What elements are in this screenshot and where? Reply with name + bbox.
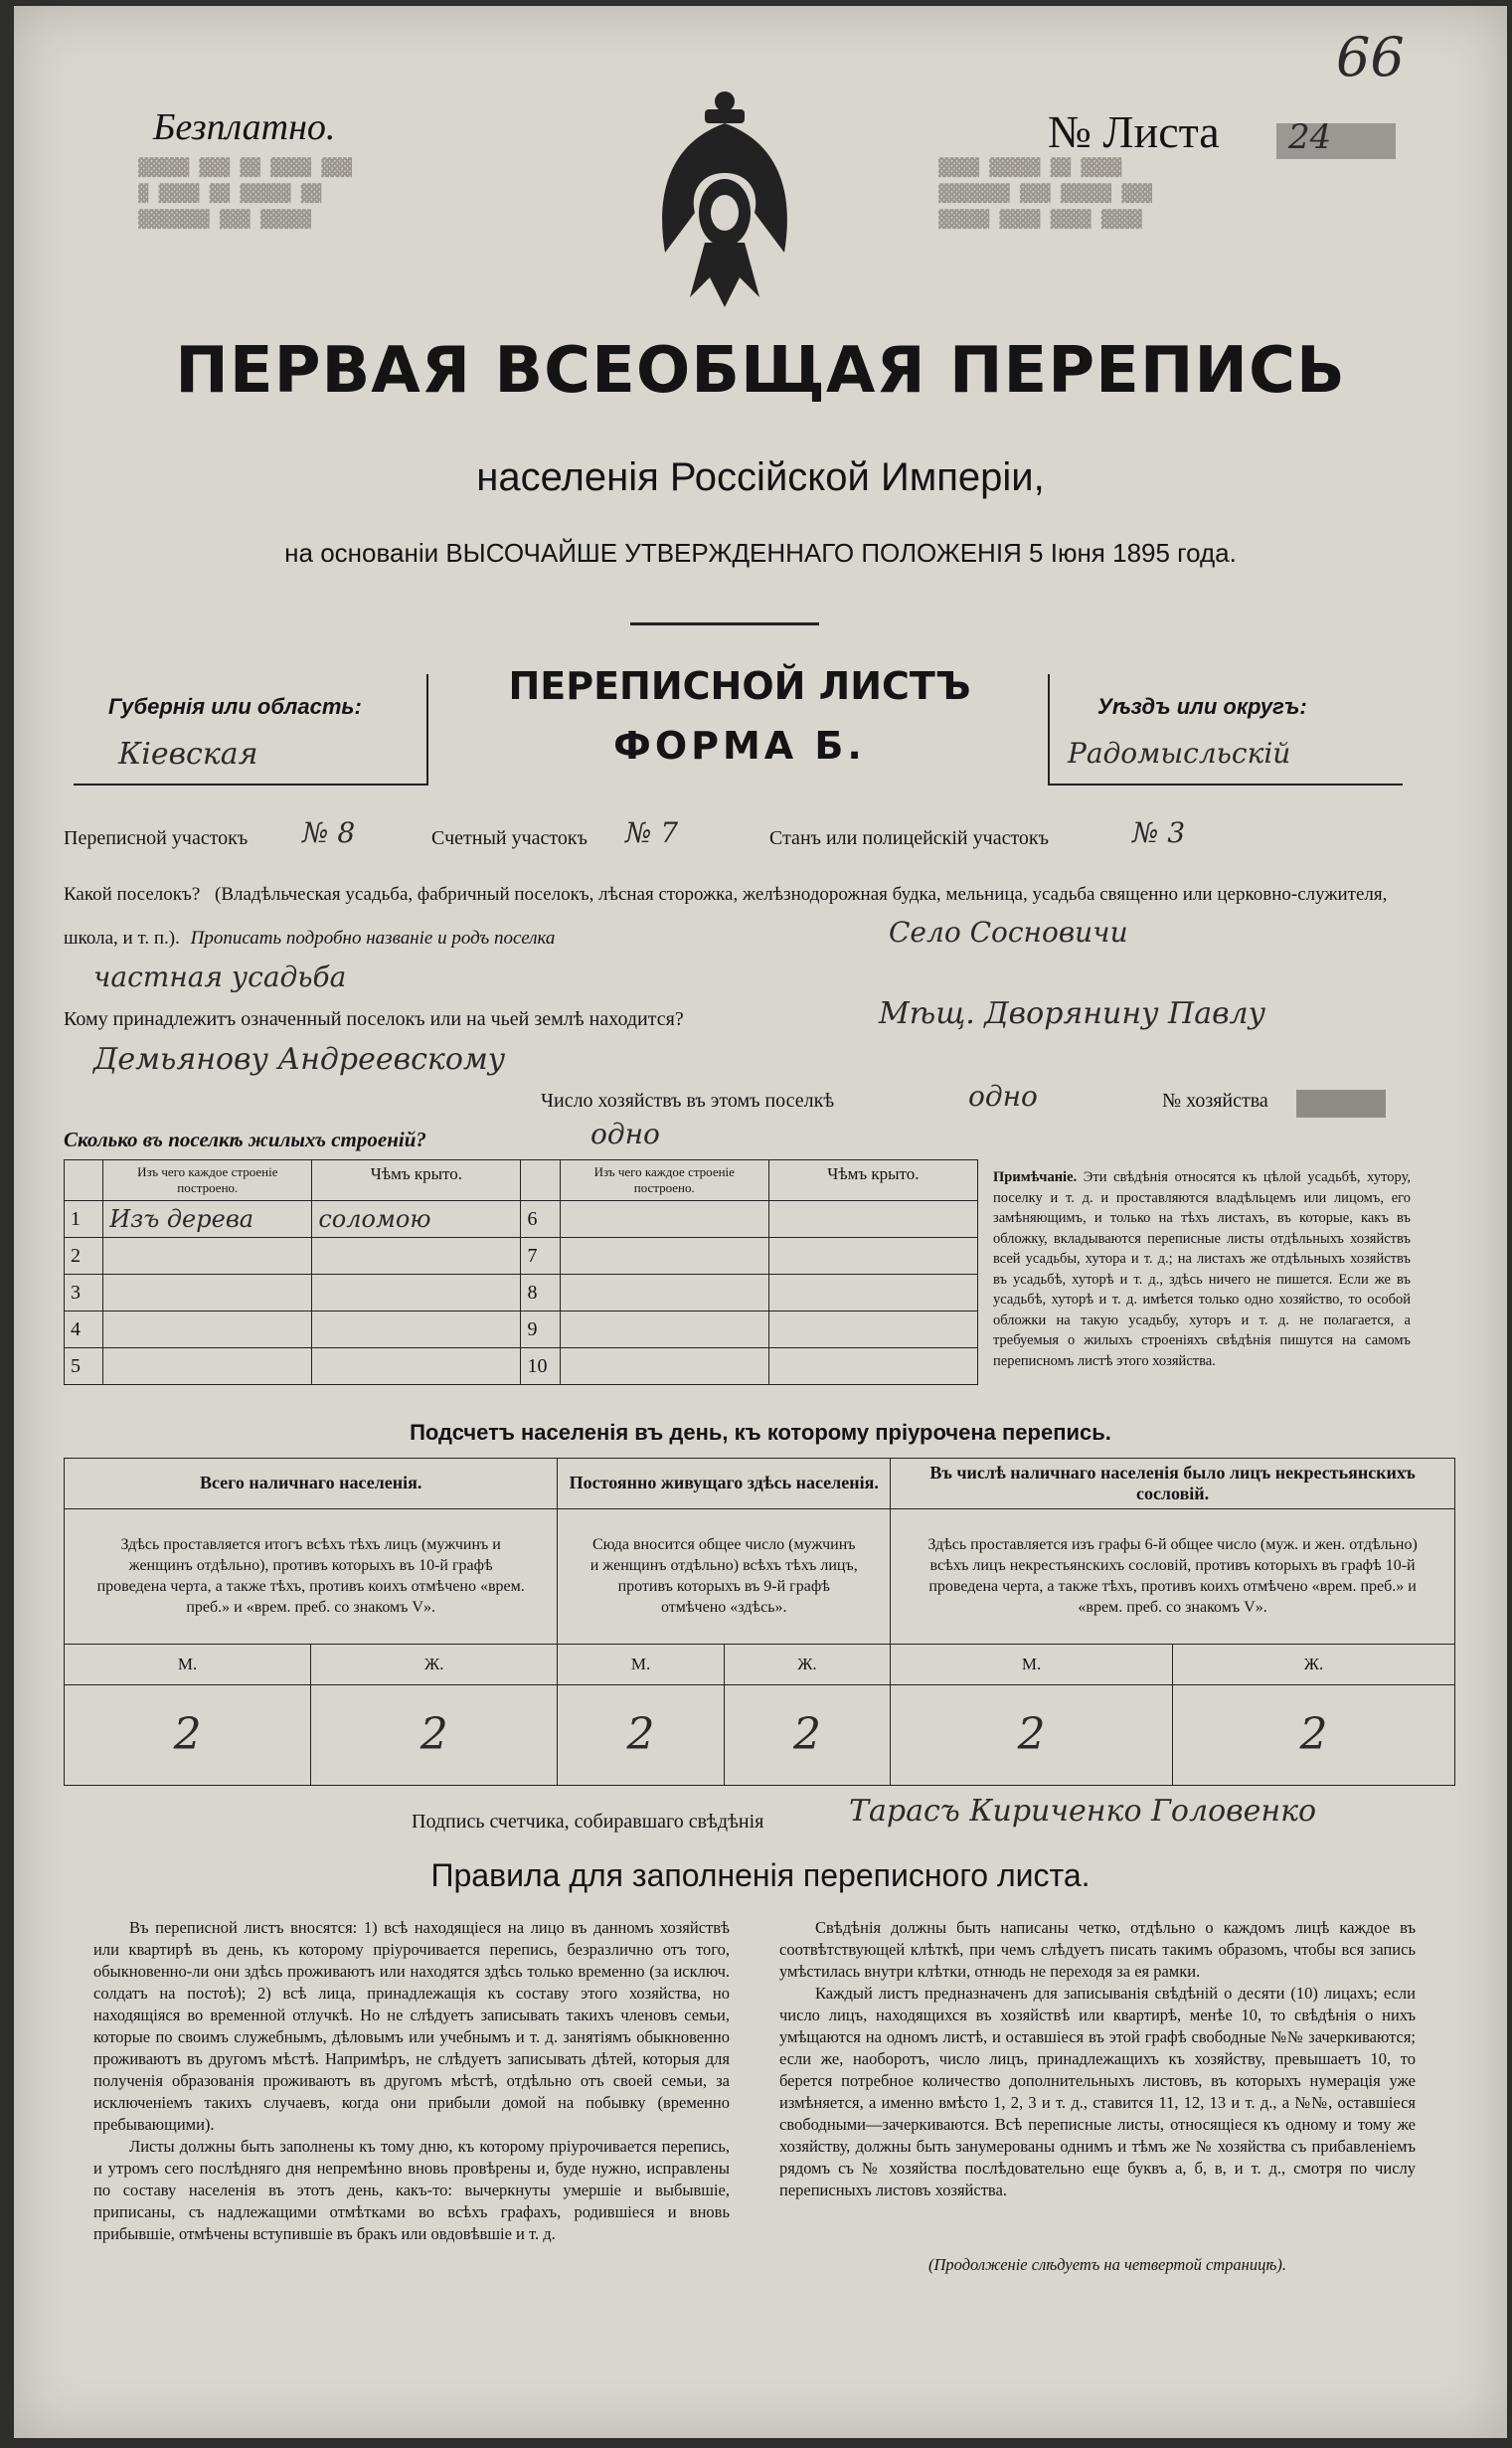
document-title: ПЕРВАЯ ВСЕОБЩАЯ ПЕРЕПИСЬ — [175, 334, 1346, 408]
buildings-cell-material: Изъ дерева — [103, 1201, 312, 1238]
buildings-row — [65, 1201, 978, 1238]
buildings-cell-material — [103, 1238, 312, 1275]
settlement-hint: (Владѣльческая усадьба, фабричный поселокъ, лѣсная сторожка, желѣзнодорожная будка, мельница, усадьба священно или церковно-служителя, школа, и т. п.). — [64, 884, 1388, 949]
buildings-value: одно — [590, 1118, 660, 1150]
settlement-instruction: Прописать подробно названіе и родъ поселка — [190, 928, 556, 949]
population-f-label-1: Ж. — [311, 1645, 558, 1684]
sheet-number-value: 24 — [1288, 117, 1332, 157]
uezd-value: Радомысльскій — [1068, 737, 1291, 770]
population-col-desc-3: Здѣсь проставляется изъ графы 6-й общее число (муж. и жен. отдѣльно) всѣхъ лицъ некрестьянскихъ сословій, противъ которыхъ въ графѣ 10-й проведена черта, а также тѣхъ, противъ коихъ отмѣчено «врем. преб.» и «врем. преб. со знакомъ V». — [891, 1508, 1455, 1645]
buildings-cell-roof — [768, 1275, 977, 1311]
buildings-cell-material — [103, 1311, 312, 1348]
buildings-cell-roof — [312, 1238, 521, 1275]
title-divider — [630, 622, 819, 625]
owner-value-line2: Демьянову Андреевскому — [93, 1042, 506, 1077]
population-col-title-1: Всего наличнаго населенія. — [65, 1459, 558, 1509]
stan-label: Станъ или полицейскій участокъ — [769, 827, 1049, 849]
buildings-cell-material — [560, 1201, 768, 1238]
buildings-cell-roof — [768, 1201, 977, 1238]
buildings-table — [64, 1159, 978, 1385]
buildings-row — [65, 1238, 978, 1275]
buildings-cell-n: 4 — [65, 1311, 103, 1348]
buildings-cell-roof — [768, 1238, 977, 1275]
buildings-label: Сколько въ поселкѣ жилыхъ строеній? — [64, 1128, 426, 1151]
buildings-row — [65, 1311, 978, 1348]
population-m-label-3: М. — [891, 1645, 1173, 1684]
buildings-cell-roof — [768, 1348, 977, 1385]
population-m-label-2: М. — [558, 1645, 724, 1684]
signature-label: Подпись счетчика, собиравшаго свѣдѣнія — [412, 1811, 764, 1833]
buildings-cell-n: 9 — [521, 1311, 560, 1348]
household-number-label: № хозяйства — [1162, 1090, 1268, 1112]
population-f-value-3: 2 — [1173, 1684, 1455, 1785]
population-m-value-1: 2 — [65, 1684, 311, 1785]
rules-left-column — [93, 1917, 730, 2245]
buildings-cell-material — [560, 1275, 768, 1311]
buildings-cell-n: 5 — [65, 1348, 103, 1385]
buildings-cell-n: 8 — [521, 1275, 560, 1311]
population-col-title-2: Постоянно живущаго здѣсь населенія. — [558, 1459, 891, 1509]
settlement-label: Какой поселокъ? — [64, 884, 201, 905]
rules-right-para-1: Свѣдѣнія должны быть написаны четко, отдѣльно о каждомъ лицѣ каждое въ соотвѣтствующей клѣткѣ, при чемъ слѣдуетъ писать такимъ образомъ, чтобы вся запись умѣстилась внутри клѣтки, отнюдь не переходя за ея рамки. — [779, 1918, 1416, 1981]
population-m-label-1: М. — [65, 1645, 311, 1684]
signature-value: Тарасъ Кириченко Головенко — [849, 1794, 1317, 1829]
imperial-eagle-emblem — [650, 84, 799, 322]
buildings-cell-roof — [312, 1348, 521, 1385]
census-district-label: Переписной участокъ — [64, 827, 249, 849]
households-label: Число хозяйствъ въ этомъ поселкѣ — [541, 1090, 835, 1112]
gubernia-value: Кіевская — [118, 737, 258, 772]
buildings-cell-material — [560, 1348, 768, 1385]
rules-left-para-2: Листы должны быть заполнены къ тому дню, къ которому пріурочивается перепись, и утромъ сего послѣдняго дня непремѣнно вновь провѣрены и, буде нужно, исправлены по составу населенія въ этотъ день, какъ-то: вычеркнуты умершіе и выбывшіе, приписаны, съ надлежащими отмѣтками во всѣхъ графахъ, родившіеся и вновь прибывшіе, отмѣчены вступившіе въ бракъ или овдовѣвшіе и т. д. — [93, 2137, 730, 2243]
buildings-cell-material — [103, 1348, 312, 1385]
buildings-cell-roof — [312, 1311, 521, 1348]
population-m-value-3: 2 — [891, 1684, 1173, 1785]
buildings-row — [65, 1348, 978, 1385]
buildings-cell-n: 1 — [65, 1201, 103, 1238]
owner-label: Кому принадлежитъ означенный поселокъ или на чьей землѣ находится? — [64, 1008, 684, 1030]
buildings-cell-material — [560, 1238, 768, 1275]
form-heading: ПЕРЕПИСНОЙ ЛИСТЪ — [508, 664, 971, 708]
document-subtitle: населенія Россійской Имперіи, — [476, 455, 1045, 499]
settlement-value-line2: частная усадьба — [93, 961, 347, 993]
buildings-col-material: Изъ чего каждое строеніе построено. — [103, 1160, 312, 1201]
population-col-desc-2: Сюда вносится общее число (мужчинъ и женщинъ отдѣльно) всѣхъ тѣхъ лицъ, противъ которыхъ въ 9-й графѣ отмѣчено «здѣсь». — [558, 1508, 891, 1645]
population-heading: Подсчетъ населенія въ день, къ которому пріурочена перепись. — [410, 1420, 1111, 1445]
census-sheet — [14, 6, 1507, 2438]
buildings-row — [65, 1275, 978, 1311]
gubernia-label: Губернія или область: — [108, 694, 362, 719]
household-number-box — [1296, 1090, 1386, 1118]
buildings-cell-n: 10 — [521, 1348, 560, 1385]
settlement-block — [64, 873, 1426, 961]
count-district-label: Счетный участокъ — [431, 827, 588, 849]
uezd-label: Уѣздъ или округъ: — [1097, 694, 1307, 719]
buildings-cell-roof: соломою — [312, 1201, 521, 1238]
population-f-value-2: 2 — [724, 1684, 890, 1785]
rules-right-para-2: Каждый листъ предназначенъ для записыванія свѣдѣній о десяти (10) лицахъ; если число лицъ, находящихся въ хозяйствѣ или квартирѣ, менѣе 10, то свѣдѣнія о нихъ умѣщаются на одномъ листѣ, и оставшіеся въ этой графѣ свободные №№ зачеркиваются; если же, наоборотъ, число лицъ, принадлежащихъ къ хозяйству, превышаетъ 10, то берется потребное количество дополнительныхъ листовъ, въ которыхъ нумерація уже измѣняется, а именно вмѣсто 1, 2, 3 и т. д., ставится 11, 12, 13 и т. д., а №№, оставшіеся свободными—зачеркиваются. Всѣ переписные листы, относящіеся къ одному и тому же хозяйству, должны быть занумерованы однимъ и тѣмъ же № хозяйства съ прибавленіемъ рядомъ съ № хозяйства послѣдовательно еще буквъ а, б, в, и т. д., смотря по числу переписныхъ листовъ хозяйства. — [779, 1984, 1416, 2199]
settlement-value-line1: Село Сосновичи — [889, 916, 1128, 949]
buildings-cell-n: 3 — [65, 1275, 103, 1311]
population-m-value-2: 2 — [558, 1684, 724, 1785]
buildings-col-roof: Чѣмъ крыто. — [312, 1160, 521, 1201]
free-label: Безплатно. — [153, 106, 336, 148]
rules-left-para-1: Въ переписной листъ вносятся: 1) всѣ находящіеся на лицо въ данномъ хозяйствѣ или квартирѣ въ день, къ которому пріурочивается перепись, безразлично отъ того, обыкновенно-ли они здѣсь проживаютъ или находятся здѣсь только временно (за исключ. солдатъ на постоѣ); 2) всѣ лица, принадлежащія къ составу этого хозяйства, но находящіяся во временной отлучкѣ. Но не слѣдуетъ записывать такихъ членовъ семьи, которые по своимъ служебнымъ, дѣловымъ или учебнымъ и т. д. занятіямъ обыкновенно проживаютъ въ другомъ мѣстѣ. Напримѣръ, не слѣдуетъ записывать дѣтей, которыя для полученія образованія проживаютъ въ другомъ мѣстѣ, отдѣльно отъ своей семьи, за исключеніемъ такихъ случаевъ, когда они прибыли домой на побывку (временно пребывающими). — [93, 1918, 730, 2134]
form-name: ФОРМА Б. — [613, 724, 866, 768]
sheet-number-label: № Листа — [1048, 106, 1220, 157]
buildings-table-body — [65, 1201, 978, 1385]
note-text: Эти свѣдѣнія относятся къ цѣлой усадьбѣ, хутору, поселку и т. д. и проставляются владѣльцемъ или лицомъ, его замѣняющимъ, и только на тѣхъ листахъ, въ которые, какъ въ обложку, вкладываются переписные листы отдѣльныхъ хозяйствъ всей усадьбы, хутора и т. д.; на листахъ же отдѣльныхъ хозяйствъ въ усадьбѣ, хуторѣ и т. д., здѣсь ничего не пишется. Если же въ усадьбѣ, хуторѣ и т. д. имѣется только одно хозяйство, то особой обложки на такую усадьбу, хуторъ и т. д. не полагается, а требуемыя о жилыхъ строеніяхъ свѣдѣнія пишутся на самомъ переписномъ листѣ этого хозяйства. — [993, 1169, 1412, 1369]
buildings-cell-material — [103, 1275, 312, 1311]
population-col-desc-1: Здѣсь проставляется итогъ всѣхъ тѣхъ лицъ (мужчинъ и женщинъ отдѣльно), противъ которыхъ въ 10-й графѣ проведена черта, а также тѣхъ, противъ коихъ отмѣчено «врем. преб.» и «врем. преб. со знакомъ V». — [65, 1508, 558, 1645]
buildings-col-roof-2: Чѣмъ крыто. — [768, 1160, 977, 1201]
buildings-col-material-2: Изъ чего каждое строеніе построено. — [560, 1160, 768, 1201]
population-f-label-2: Ж. — [724, 1645, 890, 1684]
population-table — [64, 1458, 1455, 1786]
population-col-title-3: Въ числѣ наличнаго населенія было лицъ некрестьянскихъ сословій. — [891, 1459, 1455, 1509]
bleed-through-left: ▓▓▓▓▓ ▓▓▓ ▓▓ ▓▓▓▓ ▓▓▓ ▓ ▓▓▓▓ ▓▓ ▓▓▓▓▓ ▓▓ ▓▓▓▓▓▓▓ ▓▓▓ ▓▓▓▓▓ — [138, 158, 352, 230]
buildings-cell-material — [560, 1311, 768, 1348]
note-lead: Примѣчаніе. — [993, 1169, 1078, 1185]
buildings-cell-n: 6 — [521, 1201, 560, 1238]
rules-right-column — [779, 1917, 1416, 2201]
stan-value: № 3 — [1132, 816, 1186, 849]
basis-line: на основаніи ВЫСОЧАЙШЕ УТВЕРЖДЕННАГО ПОЛОЖЕНІЯ 5 Іюня 1895 года. — [284, 538, 1237, 568]
households-value: одно — [968, 1080, 1038, 1113]
population-f-label-3: Ж. — [1173, 1645, 1455, 1684]
census-district-value: № 8 — [302, 816, 356, 849]
note-block — [993, 1167, 1411, 1371]
rules-heading: Правила для заполненія переписного листа. — [430, 1857, 1091, 1893]
owner-value-line1: Мѣщ. Дворянину Павлу — [879, 996, 1266, 1031]
buildings-cell-n: 7 — [521, 1238, 560, 1275]
population-f-value-1: 2 — [311, 1684, 558, 1785]
buildings-cell-roof — [768, 1311, 977, 1348]
buildings-cell-roof — [312, 1275, 521, 1311]
rules-continued: (Продолженіе слѣдуетъ на четвертой страницѣ). — [928, 2255, 1286, 2274]
bleed-through-right: ▓▓▓▓ ▓▓▓▓▓ ▓▓ ▓▓▓▓ ▓▓▓▓▓▓▓ ▓▓▓ ▓▓▓▓▓ ▓▓▓ ▓▓▓▓▓ ▓▓▓▓ ▓▓▓▓ ▓▓▓▓ — [938, 158, 1152, 230]
corner-page-number: 66 — [1336, 26, 1405, 88]
count-district-value: № 7 — [625, 816, 679, 849]
buildings-cell-n: 2 — [65, 1238, 103, 1275]
